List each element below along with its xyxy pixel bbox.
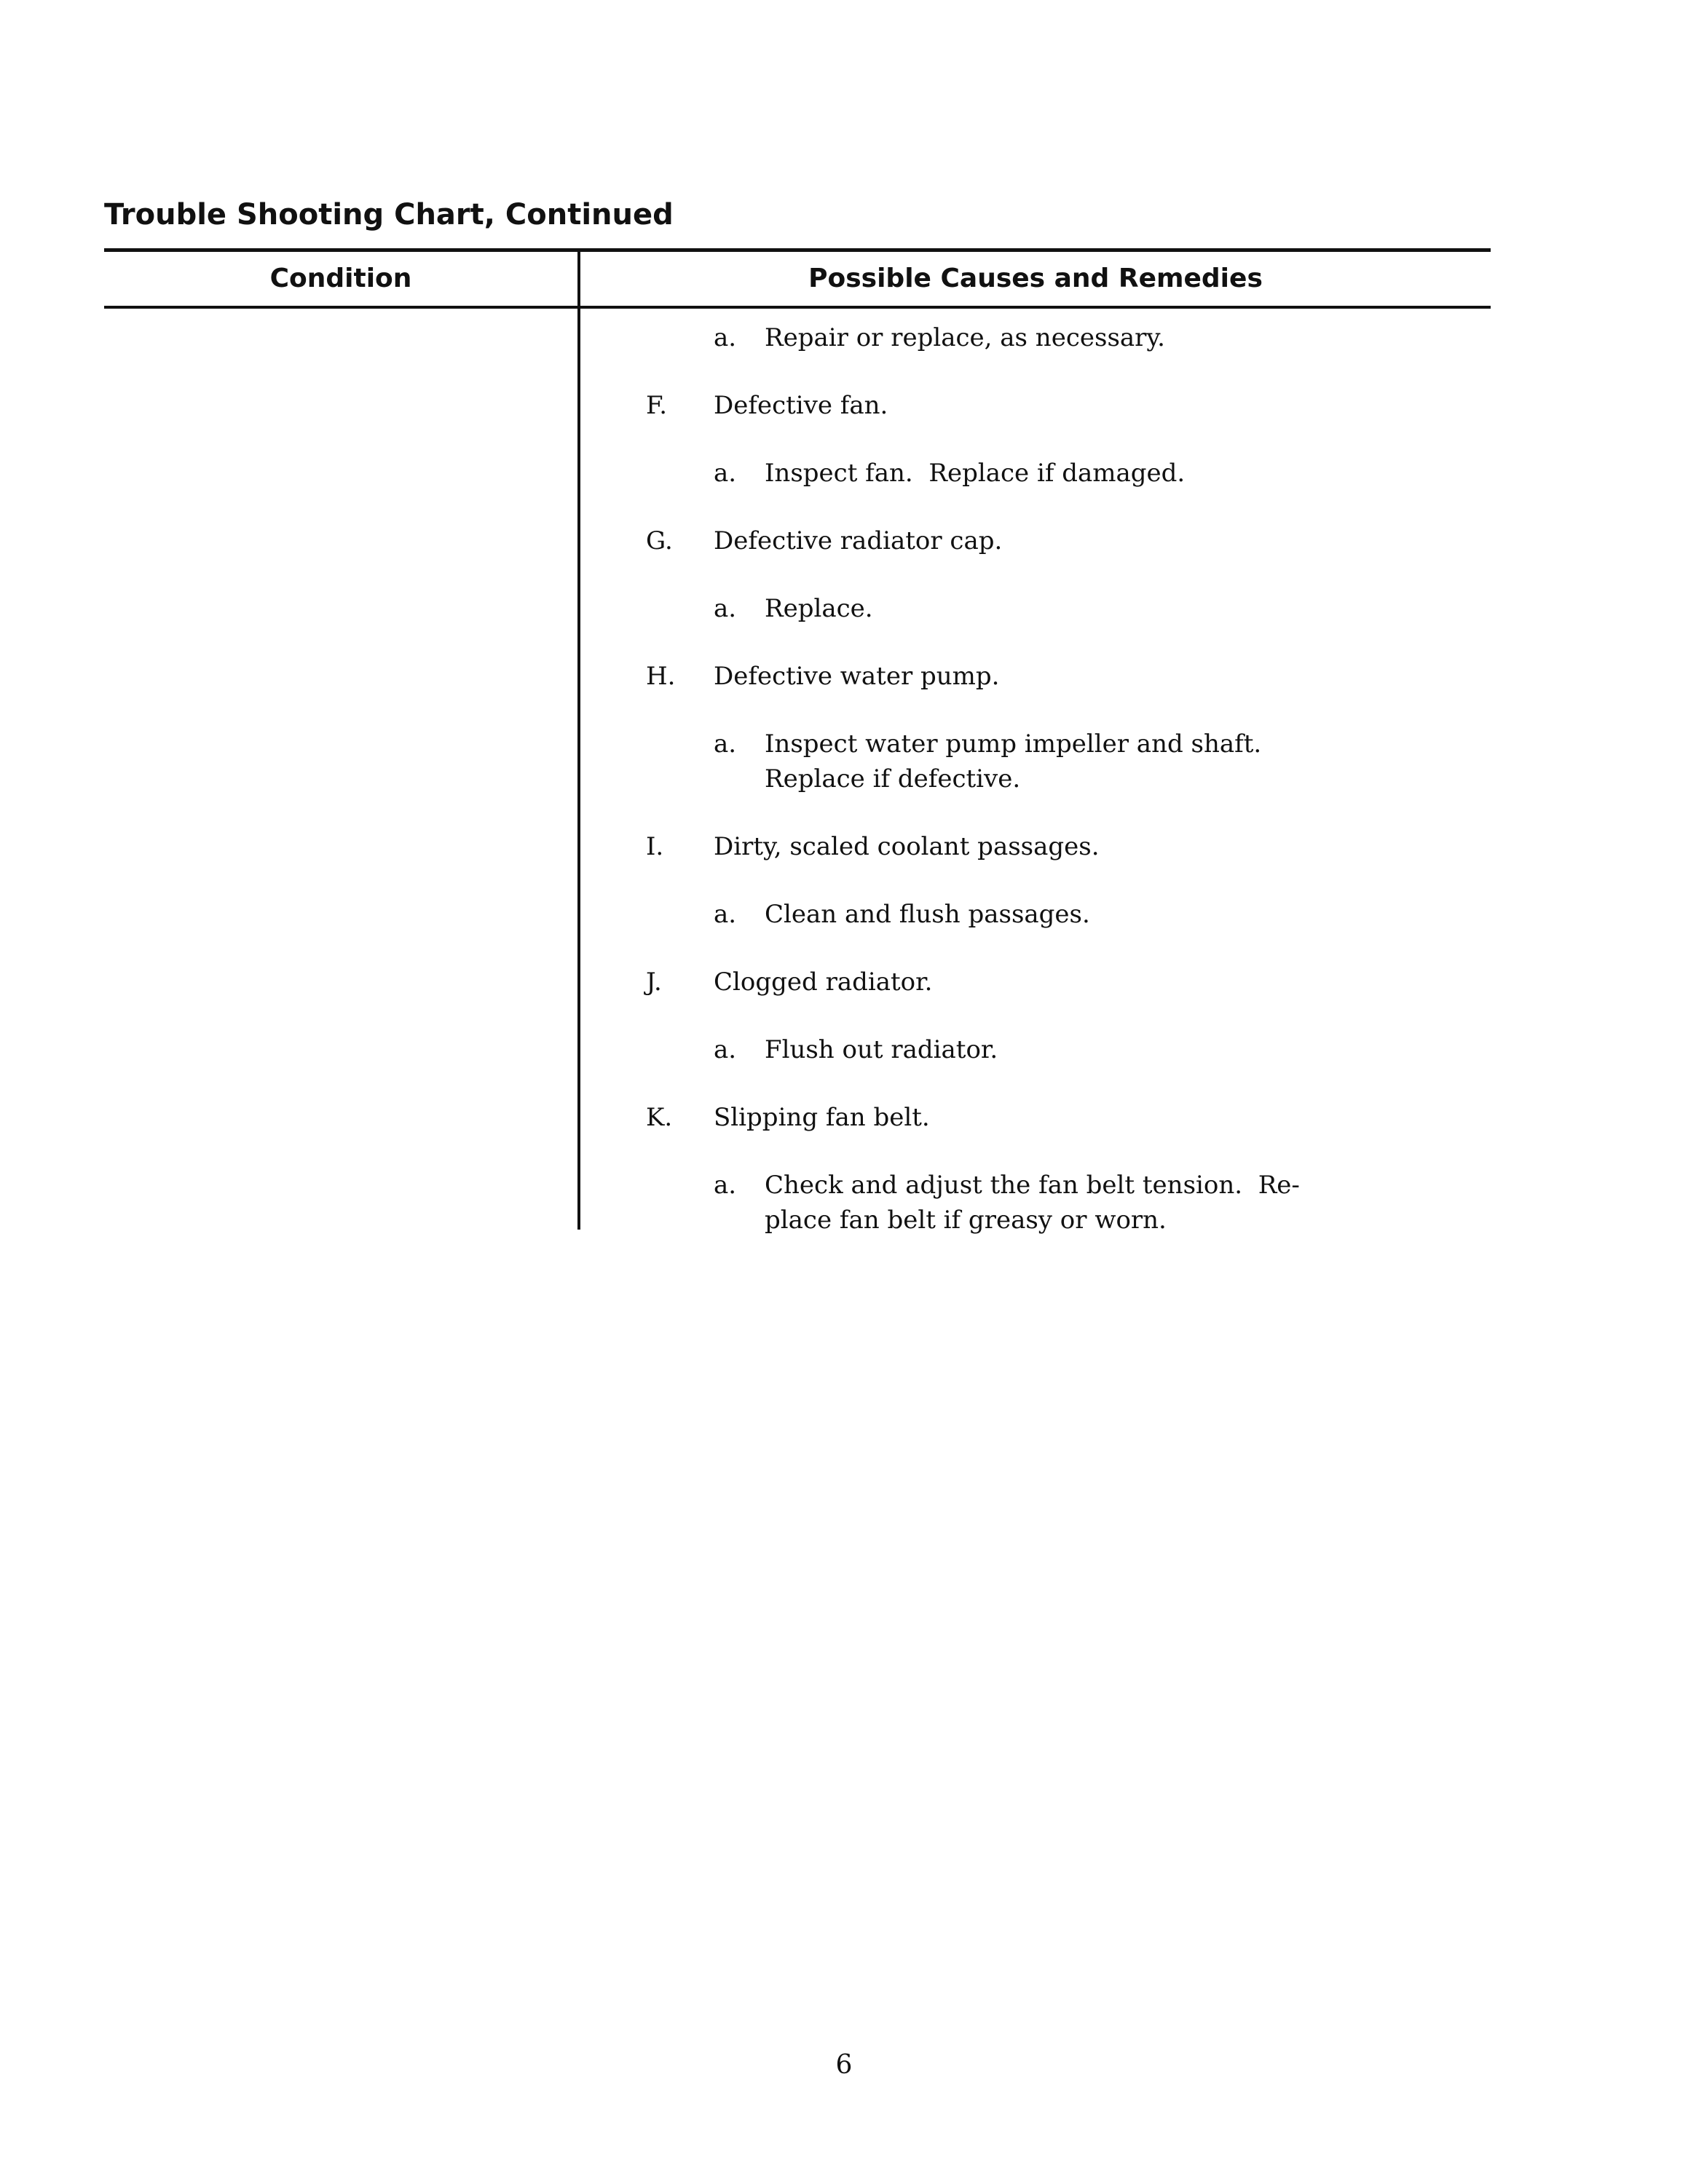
item-text: Replace. [765, 594, 873, 623]
item-marker: J. [646, 968, 662, 997]
cause-item [580, 523, 1491, 591]
item-text: Defective radiator cap. [714, 526, 1003, 555]
column-header-causes: Possible Causes and Remedies [808, 264, 1263, 293]
table-top-rule [104, 248, 1491, 252]
remedy-item [580, 727, 1491, 829]
remedy-item [580, 1032, 1491, 1100]
item-marker: a. [714, 1171, 737, 1200]
item-marker: H. [646, 662, 676, 691]
causes-remedies-list [580, 320, 1491, 1270]
item-text: Clean and flush passages. [765, 900, 1090, 929]
item-text: Flush out radiator. [765, 1035, 998, 1064]
remedy-item [580, 1168, 1491, 1270]
page-title: Trouble Shooting Chart, Continued [104, 198, 674, 232]
cause-item [580, 388, 1491, 456]
cause-item [580, 829, 1491, 897]
remedy-item [580, 456, 1491, 523]
page-number: 6 [835, 2050, 853, 2080]
remedy-item [580, 320, 1491, 388]
remedy-item [580, 897, 1491, 965]
item-text: Repair or replace, as necessary. [765, 323, 1165, 352]
item-marker: a. [714, 900, 737, 929]
remedy-item [580, 591, 1491, 659]
column-header-condition: Condition [269, 264, 412, 293]
item-marker: a. [714, 323, 737, 352]
item-marker: a. [714, 459, 737, 488]
item-text: Defective water pump. [714, 662, 1000, 691]
cause-item [580, 659, 1491, 727]
item-marker: I. [646, 832, 664, 861]
header-bottom-rule [104, 306, 1491, 309]
item-marker: K. [646, 1103, 673, 1132]
item-text: Inspect fan. Replace if damaged. [765, 459, 1186, 488]
item-text: Inspect water pump impeller and shaft. Replace if defective. [765, 729, 1262, 794]
item-marker: G. [646, 526, 673, 555]
item-text: Clogged radiator. [714, 968, 933, 997]
item-text: Dirty, scaled coolant passages. [714, 832, 1100, 861]
item-text: Check and adjust the fan belt tension. Re- place fan belt if greasy or worn. [765, 1171, 1300, 1235]
item-text: Defective fan. [714, 391, 888, 420]
item-marker: a. [714, 729, 737, 759]
cause-item [580, 965, 1491, 1032]
item-marker: a. [714, 594, 737, 623]
cause-item [580, 1100, 1491, 1168]
item-marker: a. [714, 1035, 737, 1064]
item-marker: F. [646, 391, 668, 420]
item-text: Slipping fan belt. [714, 1103, 930, 1132]
